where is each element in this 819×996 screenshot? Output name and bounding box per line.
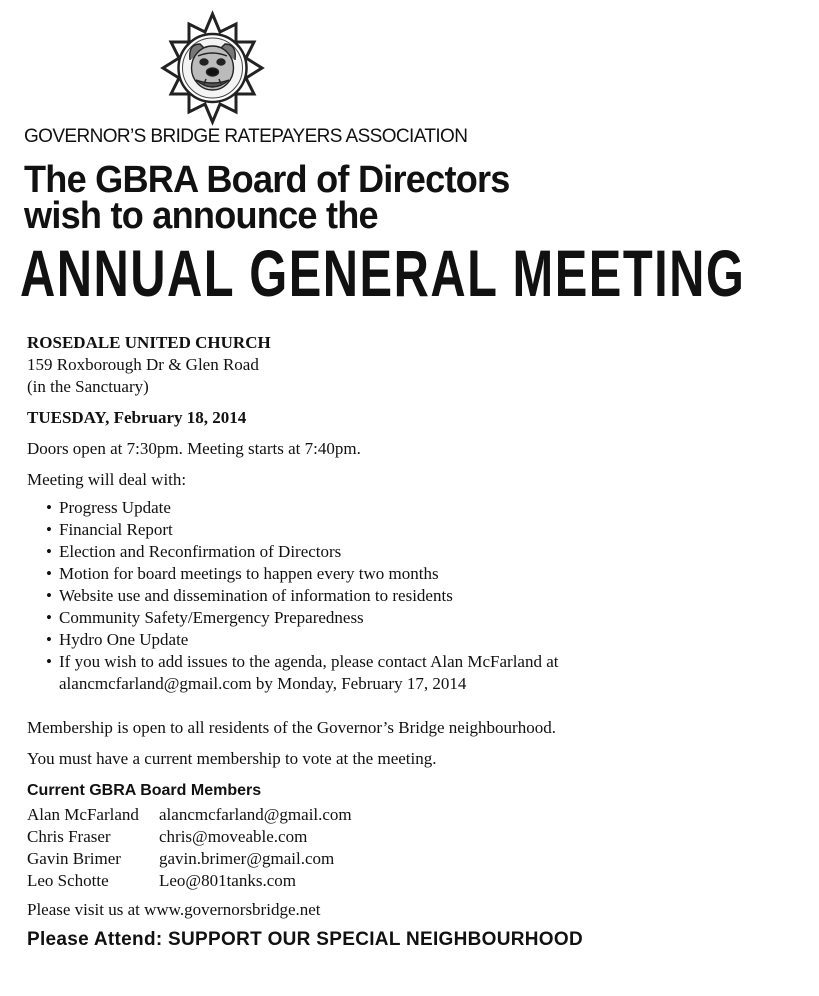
bullet-icon: • [46,652,52,671]
meeting-times: Doors open at 7:30pm. Meeting starts at 7:40pm. [27,439,361,458]
title-annual-general-meeting: ANNUAL GENERAL MEETING [20,236,746,310]
website-note: Please visit us at www.governorsbridge.net [27,900,321,919]
agenda-list [27,497,807,695]
agenda-item-text: If you wish to add issues to the agenda, please contact Alan McFarland at [59,652,559,671]
board-members-table [27,804,352,892]
agenda-item-text: Progress Update [59,498,171,517]
list-item [27,497,807,519]
venue-room: (in the Sanctuary) [27,377,149,396]
announcement-body [27,332,807,952]
list-item [27,629,807,651]
member-name: Leo Schotte [27,871,109,890]
member-email: Leo@801tanks.com [159,871,296,890]
bullet-icon: • [46,564,52,583]
agenda-item-text: Community Safety/Emergency Preparedness [59,608,364,627]
member-name: Gavin Brimer [27,849,121,868]
table-row [27,848,352,870]
association-name: GOVERNOR’S BRIDGE RATEPAYERS ASSOCIATION [24,126,468,147]
bullet-icon: • [46,586,52,605]
bulldog-rose-emblem-icon [150,10,275,128]
attend-call-to-action: Please Attend: SUPPORT OUR SPECIAL NEIGHBOURHOOD [27,929,583,950]
list-item [27,541,807,563]
list-item [27,563,807,585]
member-name: Alan McFarland [27,805,139,824]
title-line-2: wish to announce the [24,195,378,237]
venue-name: ROSEDALE UNITED CHURCH [27,333,271,352]
member-email: gavin.brimer@gmail.com [159,849,335,868]
member-name: Chris Fraser [27,827,111,846]
bullet-icon: • [46,542,52,561]
title-line-1: The GBRA Board of Directors [24,159,510,201]
list-item [27,607,807,629]
list-item [27,585,807,607]
agenda-item-text: Financial Report [59,520,173,539]
agenda-item-text: Election and Reconfirmation of Directors [59,542,342,561]
bullet-icon: • [46,630,52,649]
agenda-item-text: Website use and dissemination of information to residents [59,586,453,605]
agenda-intro: Meeting will deal with: [27,470,187,489]
list-item [27,651,807,695]
member-email: chris@moveable.com [159,827,308,846]
list-item [27,519,807,541]
agenda-item-text: Motion for board meetings to happen every two months [59,564,439,583]
bullet-icon: • [46,520,52,539]
member-email: alancmcfarland@gmail.com [159,805,352,824]
table-row [27,826,352,848]
agenda-item-contact-email: alancmcfarland@gmail.com by Monday, February 17, 2014 [59,674,467,693]
membership-vote-note: You must have a current membership to vote at the meeting. [27,749,437,768]
bullet-icon: • [46,498,52,517]
meeting-date: TUESDAY, February 18, 2014 [27,408,247,427]
bullet-icon: • [46,608,52,627]
table-row [27,804,352,826]
venue-address: 159 Roxborough Dr & Glen Road [27,355,259,374]
board-heading: Current GBRA Board Members [27,782,262,799]
membership-open-note: Membership is open to all residents of the Governor’s Bridge neighbourhood. [27,718,556,737]
agenda-item-text: Hydro One Update [59,630,189,649]
table-row [27,870,352,892]
